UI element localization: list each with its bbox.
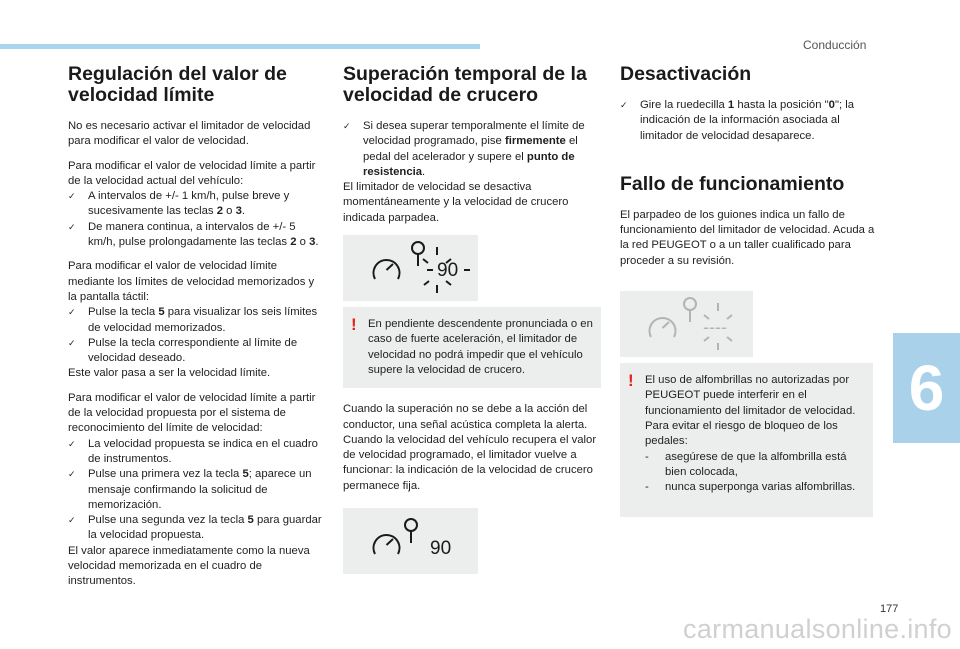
warning-icon: ! bbox=[351, 315, 357, 335]
paragraph-value-becomes-limit: Este valor pasa a ser la velocidad límite. bbox=[68, 367, 271, 380]
watermark: carmanualsonline.info bbox=[683, 614, 952, 644]
warning-downhill bbox=[343, 307, 601, 388]
bullet-press-accelerator: ✓ Si desea superar temporalmente el límite de velocidad programado, pise firmemente el pedal del acelerador y supere el punto de resistencia. bbox=[343, 119, 601, 180]
flashing-speed-value: 90 bbox=[437, 260, 459, 282]
bullet-turn-wheel: ✓ Gire la ruedecilla 1 hasta la posición "0"; la indicación de la información asociada al limitador de velocidad desaparece. bbox=[620, 98, 878, 144]
paragraph-acoustic-signal: Cuando la superación no se debe a la acción del conductor, una señal acústica completa la alerta. bbox=[343, 403, 588, 431]
heading-deactivation: Desactivación bbox=[620, 63, 752, 85]
paragraph-intro: No es necesario activar el limitador de velocidad para modificar el valor de velocidad. bbox=[68, 120, 311, 148]
illustration-flashing-speed bbox=[343, 235, 478, 301]
dashes-display: ---- bbox=[703, 317, 727, 338]
speedometer-fixed-icon bbox=[343, 508, 478, 574]
heading-malfunction: Fallo de funcionamiento bbox=[620, 172, 845, 195]
warning-downhill-text: En pendiente descendente pronunciada o en caso de fuerte aceleración, el limitador de velocidad no podrá impedir que el vehículo supere la velocidad de crucero. bbox=[368, 318, 593, 376]
bullet-select-limit: ✓ Pulse la tecla correspondiente al límite de velocidad deseado. bbox=[68, 336, 326, 367]
paragraph-recognized-speed: Para modificar el valor de velocidad límite a partir de la velocidad propuesta por el sistema de reconocimiento del límite de velocidad: bbox=[68, 391, 316, 435]
page-number: 177 bbox=[880, 603, 899, 615]
fixed-speed-value: 90 bbox=[430, 538, 452, 560]
paragraph-speed-recovered: Cuando la velocidad del vehículo recupera el valor de velocidad programado, el limitador vuelve a funcionar: la indicación de la velocidad de crucero permanece fija. bbox=[343, 433, 597, 492]
warning-item-no-overlap: - nunca superponga varias alfombrillas. bbox=[645, 480, 865, 495]
warning-icon: ! bbox=[628, 371, 634, 391]
speedometer-dashes-icon bbox=[620, 291, 753, 357]
heading-temporary-override: Superación temporal de la velocidad de crucero bbox=[343, 63, 587, 106]
bullet-press-key-5: ✓ Pulse la tecla 5 para visualizar los seis límites de velocidad memorizados. bbox=[68, 305, 326, 336]
top-color-bar bbox=[0, 44, 480, 49]
chapter-tab: 6 bbox=[893, 333, 960, 443]
bullet-step-5kmh: ✓ De manera continua, a intervalos de +/- 5 km/h, pulse prolongadamente las teclas 2 o 3. bbox=[68, 220, 326, 251]
bullet-first-press: ✓ Pulse una primera vez la tecla 5; aparece un mensaje confirmando la solicitud de memorización. bbox=[68, 467, 326, 513]
paragraph-malfunction: El parpadeo de los guiones indica un fallo de funcionamiento del limitador de velocidad. Acuda a la red PEUGEOT o a un taller cualificado para proceder a su revisión. bbox=[620, 208, 875, 267]
column-deactivation bbox=[620, 64, 878, 517]
illustration-malfunction-dashes bbox=[620, 291, 753, 357]
speedometer-flashing-icon bbox=[343, 235, 478, 301]
paragraph-new-memorized: El valor aparece inmediatamente como la nueva velocidad memorizada en el cuadro de instrumentos. bbox=[68, 544, 310, 588]
illustration-fixed-speed bbox=[343, 508, 478, 574]
section-header: Conducción bbox=[803, 38, 867, 52]
bullet-proposed-speed: ✓ La velocidad propuesta se indica en el cuadro de instrumentos. bbox=[68, 437, 326, 468]
paragraph-limiter-deactivated: El limitador de velocidad se desactiva momentáneamente y la velocidad de crucero indicada parpadea. bbox=[343, 181, 569, 224]
bullet-second-press: ✓ Pulse una segunda vez la tecla 5 para guardar la velocidad propuesta. bbox=[68, 513, 326, 544]
warning-floor-mats-text: El uso de alfombrillas no autorizadas por PEUGEOT puede interferir en el funcionamiento del limitador de velocidad. Para evitar el riesgo de bloqueo de los pedales: bbox=[645, 374, 856, 448]
bullet-step-1kmh: ✓ A intervalos de +/- 1 km/h, pulse breve y sucesivamente las teclas 2 o 3. bbox=[68, 189, 326, 220]
column-temporary-override bbox=[343, 64, 601, 574]
column-speed-regulation bbox=[68, 64, 326, 599]
warning-floor-mats bbox=[620, 363, 873, 517]
paragraph-current-speed: Para modificar el valor de velocidad límite a partir de la velocidad actual del vehículo: bbox=[68, 159, 316, 187]
warning-item-placed: - asegúrese de que la alfombrilla está bien colocada, bbox=[645, 450, 865, 481]
heading-speed-regulation: Regulación del valor de velocidad límite bbox=[68, 63, 287, 106]
paragraph-memorized-limits: Para modificar el valor de velocidad límite mediante los límites de velocidad memorizados y la pantalla táctil: bbox=[68, 260, 315, 303]
